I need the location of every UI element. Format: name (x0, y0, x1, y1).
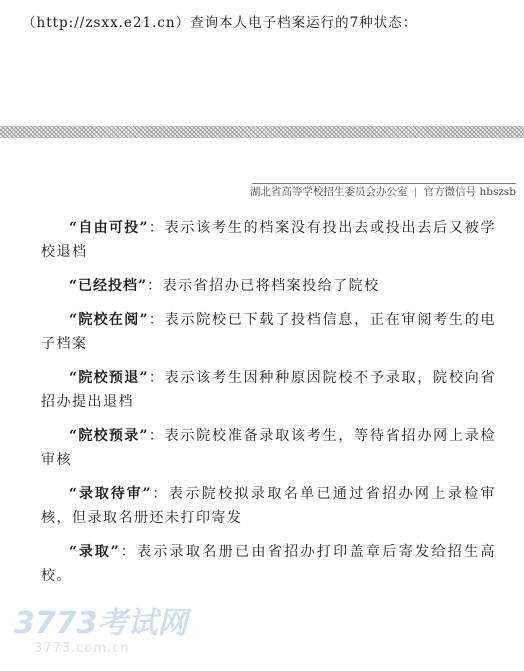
status-desc: 表示录取名册已由省招办打印盖章后寄发给招生高校。 (41, 544, 497, 584)
status-sep: ： (148, 312, 165, 328)
status-item-submitted (41, 274, 496, 298)
status-item-reviewing (41, 308, 496, 356)
status-desc: 表示院校准备录取该考生，等待省招办网上录检审核 (41, 428, 497, 468)
status-sep: ： (147, 278, 163, 294)
status-sep: ： (151, 486, 169, 502)
status-term: “录取” (69, 544, 120, 560)
header-divider: | (413, 186, 418, 198)
page-header (250, 184, 516, 200)
status-sep: ： (148, 370, 165, 386)
watermark-logo-text: 3773考试网 (14, 606, 188, 641)
status-term: “录取待审” (69, 486, 152, 502)
status-desc: 表示院校拟录取名单已通过省招办网上录检审核，但录取名册还未打印寄发 (41, 486, 497, 526)
status-desc: 表示该考生因种种原因院校不予录取，院校向省招办提出退档 (41, 370, 497, 410)
status-list (41, 216, 496, 598)
intro-line: （http://zsxx.e21.cn）查询本人电子档案运行的7种状态： (22, 15, 418, 31)
status-sep: ： (148, 220, 165, 236)
status-sep: ： (148, 428, 165, 444)
status-desc: 表示该考生的档案没有投出去或投出去后又被学校退档 (41, 220, 497, 260)
status-desc: 表示院校已下载了投档信息，正在审阅考生的电子档案 (41, 312, 497, 352)
watermark-url: 3773.com.cn (34, 641, 130, 656)
status-term: “自由可投” (69, 220, 149, 236)
header-wechat: 官方微信号 hbszsb (423, 186, 516, 198)
status-item-pre-reject (41, 366, 496, 414)
status-term: “院校预录” (69, 428, 149, 444)
hatched-divider (0, 126, 524, 138)
status-item-pre-admit (41, 424, 496, 472)
status-desc: 表示省招办已将档案投给了院校 (162, 278, 380, 294)
status-item-admitted (41, 540, 496, 588)
site-watermark (14, 607, 204, 667)
header-org: 湖北省高等学校招生委员会办公室 (249, 186, 408, 198)
status-term: “院校在阅” (69, 312, 149, 328)
status-term: “院校预退” (69, 370, 149, 386)
status-sep: ： (119, 544, 137, 560)
status-term: “已经投档” (69, 278, 148, 294)
status-item-pending-review (41, 482, 496, 530)
status-item-free (41, 216, 496, 264)
